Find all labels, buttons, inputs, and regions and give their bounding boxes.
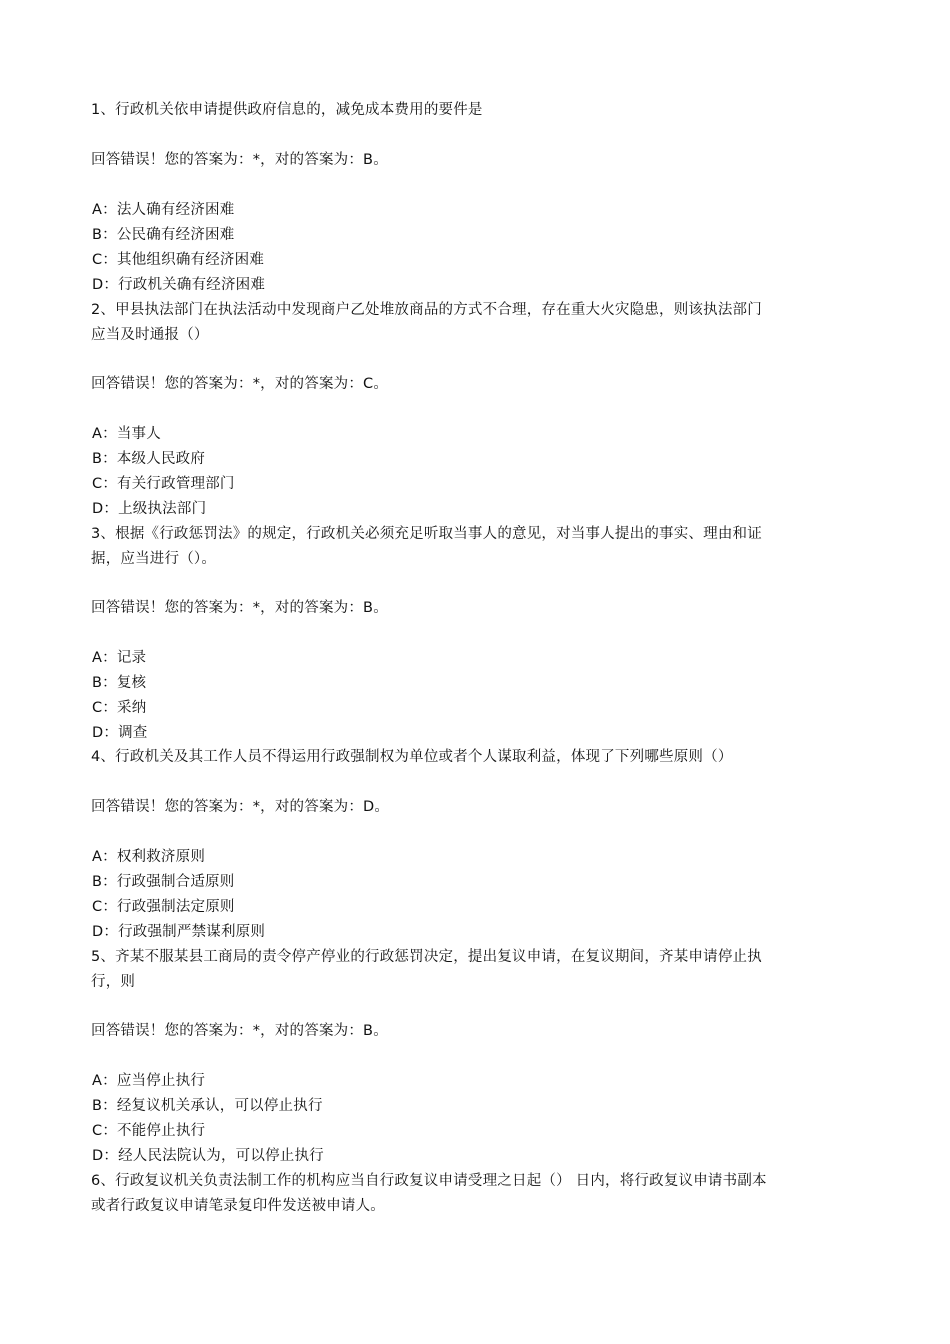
question-6-stem-line-2: 或者行政复议申请笔录复印件发送被申请人。 <box>91 1198 385 1214</box>
question-2-answer-feedback: 回答错误！您的答案为：*，对的答案为：C。 <box>91 376 389 392</box>
question-5-stem-line-1: 5、齐某不服某县工商局的责令停产停业的行政惩罚决定，提出复议申请，在复议期间，齐某申请停止执 <box>91 949 762 965</box>
question-3-stem-line-2: 据，应当进行（）。 <box>91 551 217 567</box>
question-3-option-b: B：复核 <box>92 675 147 691</box>
question-1-option-c: C：其他组织确有经济困难 <box>92 252 265 268</box>
question-1-option-b: B：公民确有经济困难 <box>92 227 235 243</box>
question-3-option-d: D：调查 <box>92 725 148 741</box>
question-2-stem-line-1: 2、甲县执法部门在执法活动中发现商户乙处堆放商品的方式不合理，存在重大火灾隐患，则该执法部门 <box>91 302 762 318</box>
question-4-option-a: A：权利救济原则 <box>92 849 206 865</box>
question-2-option-d: D：上级执法部门 <box>92 501 207 517</box>
question-5-option-a: A：应当停止执行 <box>92 1073 206 1089</box>
question-1-option-a: A：法人确有经济困难 <box>92 202 235 218</box>
question-5-option-d: D：经人民法院认为，可以停止执行 <box>92 1148 324 1164</box>
question-2-stem-line-2: 应当及时通报（） <box>91 327 209 343</box>
question-4-option-d: D：行政强制严禁谋利原则 <box>92 924 266 940</box>
question-4-answer-feedback: 回答错误！您的答案为：*，对的答案为：D。 <box>91 799 390 815</box>
question-2-option-c: C：有关行政管理部门 <box>92 476 235 492</box>
question-2-option-a: A：当事人 <box>92 426 161 442</box>
question-3-option-a: A：记录 <box>92 650 147 666</box>
question-1-answer-feedback: 回答错误！您的答案为：*，对的答案为：B。 <box>91 152 388 168</box>
question-3-answer-feedback: 回答错误！您的答案为：*，对的答案为：B。 <box>91 600 388 616</box>
question-5-option-c: C：不能停止执行 <box>92 1123 206 1139</box>
question-5-option-b: B：经复议机关承认，可以停止执行 <box>92 1098 323 1114</box>
question-5-stem-line-2: 行，则 <box>91 974 136 990</box>
question-5-answer-feedback: 回答错误！您的答案为：*，对的答案为：B。 <box>91 1023 388 1039</box>
question-6-stem-line-1: 6、行政复议机关负责法制工作的机构应当自行政复议申请受理之日起（） 日内，将行政复议申请书副本 <box>91 1173 767 1189</box>
question-4-option-c: C：行政强制法定原则 <box>92 899 235 915</box>
question-2-option-b: B：本级人民政府 <box>92 451 206 467</box>
question-3-stem-line-1: 3、根据《行政惩罚法》的规定，行政机关必须充足听取当事人的意见，对当事人提出的事实、理由和证 <box>91 526 762 542</box>
question-1-option-d: D：行政机关确有经济困难 <box>92 277 266 293</box>
question-4-stem-line-1: 4、行政机关及其工作人员不得运用行政强制权为单位或者个人谋取利益，体现了下列哪些原则（） <box>91 749 733 765</box>
question-4-option-b: B：行政强制合适原则 <box>92 874 235 890</box>
question-3-option-c: C：采纳 <box>92 700 147 716</box>
question-1-stem-line-1: 1、行政机关依申请提供政府信息的，减免成本费用的要件是 <box>91 102 483 118</box>
